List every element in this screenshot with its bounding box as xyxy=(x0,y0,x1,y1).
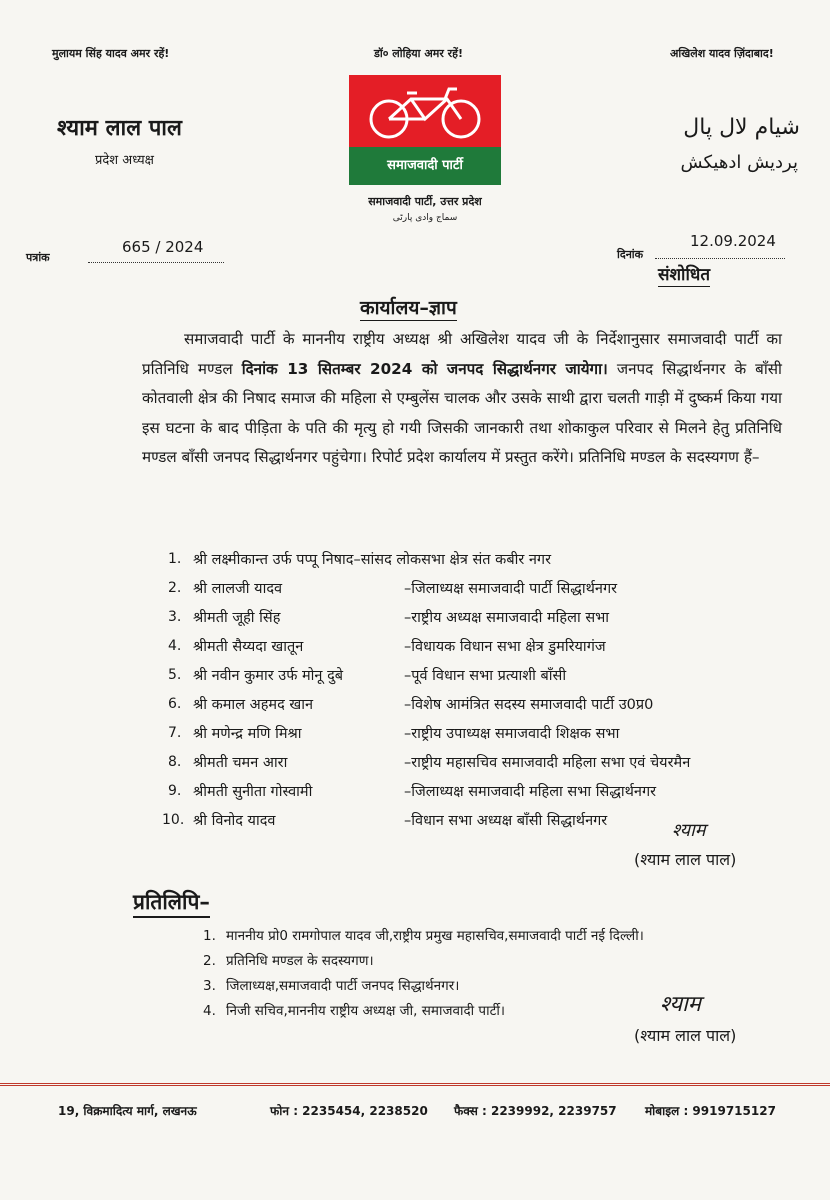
footer-fax: फैक्स : 2239992, 2239757 xyxy=(454,1104,617,1118)
ref-value: 665 / 2024 xyxy=(122,238,204,256)
copy-to-title: प्रतिलिपि– xyxy=(133,888,210,918)
member-name: श्री विनोद यादव xyxy=(193,813,276,829)
ref-label: पत्रांक xyxy=(26,251,50,264)
member-role: –विधान सभा अध्यक्ष बाँसी सिद्धार्थनगर xyxy=(404,813,608,829)
footer-mobile: मोबाइल : 9919715127 xyxy=(645,1104,776,1118)
ref-underline xyxy=(88,262,224,263)
sender-name-urdu: شیام لال پال xyxy=(683,115,800,140)
amended-label: संशोधित xyxy=(658,262,710,287)
member-role: –राष्ट्रीय महासचिव समाजवादी महिला सभा एवं चेयरमैन xyxy=(404,755,691,771)
sender-name-hindi: श्याम लाल पाल xyxy=(57,116,182,141)
signature-name-2: (श्याम लाल पाल) xyxy=(634,1026,737,1045)
slogan-center: डॉ० लोहिया अमर रहें! xyxy=(374,47,464,60)
copy-text: माननीय प्रो0 रामगोपाल यादव जी,राष्ट्रीय प्रमुख महासचिव,समाजवादी पार्टी नई दिल्ली। xyxy=(226,928,644,944)
party-line: समाजवादी पार्टी, उत्तर प्रदेश xyxy=(368,195,482,208)
member-number: 2. xyxy=(168,580,182,596)
date-label: दिनांक xyxy=(617,248,644,261)
member-role: –पूर्व विधान सभा प्रत्याशी बाँसी xyxy=(404,668,567,684)
slogan-left: मुलायम सिंह यादव अमर रहें! xyxy=(52,47,170,60)
copy-number: 1. xyxy=(203,928,216,944)
memo-body xyxy=(142,325,782,473)
member-number: 8. xyxy=(168,754,182,770)
member-role: –विधायक विधान सभा क्षेत्र डुमरियागंज xyxy=(404,639,606,655)
member-name: श्री नवीन कुमार उर्फ मोनू दुबे xyxy=(193,668,344,684)
memo-body-part-1: समाजवादी पार्टी के माननीय राष्ट्रीय अध्यक्ष श्री अखिलेश यादव जी के निर्देशानुसार समाजवादी पार्टी का प्रतिनिधि मण्डल xyxy=(142,330,782,378)
copy-number: 2. xyxy=(203,953,216,969)
copy-text: निजी सचिव,माननीय राष्ट्रीय अध्यक्ष जी, समाजवादी पार्टी। xyxy=(226,1003,506,1019)
member-name: श्री लालजी यादव xyxy=(193,581,283,597)
member-role: –जिलाध्यक्ष समाजवादी पार्टी सिद्धार्थनगर xyxy=(404,581,618,597)
member-number: 10. xyxy=(162,812,185,828)
footer-phone: फोन : 2235454, 2238520 xyxy=(270,1104,428,1118)
copy-text: जिलाध्यक्ष,समाजवादी पार्टी जनपद सिद्धार्थनगर। xyxy=(226,978,460,994)
copy-text: प्रतिनिधि मण्डल के सदस्यगण। xyxy=(226,953,374,969)
sender-designation-hindi: प्रदेश अध्यक्ष xyxy=(95,153,154,168)
member-name: श्रीमती चमन आरा xyxy=(193,755,288,771)
memo-body-bold: दिनांक 13 सितम्बर 2024 को जनपद सिद्धार्थनगर जायेगा। xyxy=(241,359,608,378)
member-number: 1. xyxy=(168,551,182,567)
member-role: –राष्ट्रीय उपाध्यक्ष समाजवादी शिक्षक सभा xyxy=(404,726,620,742)
date-underline xyxy=(655,258,785,259)
signature-name: (श्याम लाल पाल) xyxy=(634,850,737,869)
copy-number: 4. xyxy=(203,1003,216,1019)
member-number: 3. xyxy=(168,609,182,625)
member-name: श्री लक्ष्मीकान्त उर्फ पप्पू निषाद–सांसद लोकसभा क्षेत्र संत कबीर नगर xyxy=(193,552,552,568)
slogan-right: अखिलेश यादव ज़िंदाबाद! xyxy=(670,47,774,60)
member-name: श्री कमाल अहमद खान xyxy=(193,697,314,713)
memo-body-part-2: जनपद सिद्धार्थनगर के बाँसी कोतवाली क्षेत्र की निषाद समाज की महिला से एम्बुलेंस चालक और उसके साथी द्वारा चलती गाड़ी में दुष्कर्म किया गया इस घटना के बाद पीड़िता के पति की मृत्यु हो गयी जिसकी जानकारी तथा शोकाकुल परिवार से मिलने हेतु प्रतिनिधि मण्डल बाँसी जनपद सिद्धार्थनगर पहुंचेगा। रिपोर्ट प्रदेश कार्यालय में प्रस्तुत करेंगे। प्रतिनिधि मण्डल के सदस्यगण हैं– xyxy=(142,359,782,466)
footer-address: 19, विक्रमादित्य मार्ग, लखनऊ xyxy=(58,1104,197,1118)
member-number: 6. xyxy=(168,696,182,712)
member-name: श्री मणेन्द्र मणि मिश्रा xyxy=(193,726,302,742)
member-name: श्रीमती सुनीता गोस्वामी xyxy=(193,784,313,800)
logo-text: समाजवादी पार्टी xyxy=(387,158,463,173)
member-number: 7. xyxy=(168,725,182,741)
member-role: –विशेष आमंत्रित सदस्य समाजवादी पार्टी उ0प्र0 xyxy=(404,697,654,713)
member-number: 5. xyxy=(168,667,182,683)
member-name: श्रीमती जूही सिंह xyxy=(193,610,281,626)
member-number: 4. xyxy=(168,638,182,654)
member-role: –जिलाध्यक्ष समाजवादी महिला सभा सिद्धार्थनगर xyxy=(404,784,657,800)
party-slogan-urdu: سماج وادی پارٹی xyxy=(392,213,458,223)
member-role: –राष्ट्रीय अध्यक्ष समाजवादी महिला सभा xyxy=(404,610,610,626)
signature-scribble-2: श्याम xyxy=(660,992,701,1017)
party-logo xyxy=(349,75,501,185)
memo-title: कार्यालय–ज्ञाप xyxy=(360,294,457,321)
signature-scribble: श्याम xyxy=(672,820,706,841)
sender-designation-urdu: پردیش ادھیکش xyxy=(680,152,798,173)
date-value: 12.09.2024 xyxy=(690,232,776,250)
member-number: 9. xyxy=(168,783,182,799)
footer-divider xyxy=(0,1083,830,1086)
copy-number: 3. xyxy=(203,978,216,994)
member-name: श्रीमती सैय्यदा खातून xyxy=(193,639,304,655)
